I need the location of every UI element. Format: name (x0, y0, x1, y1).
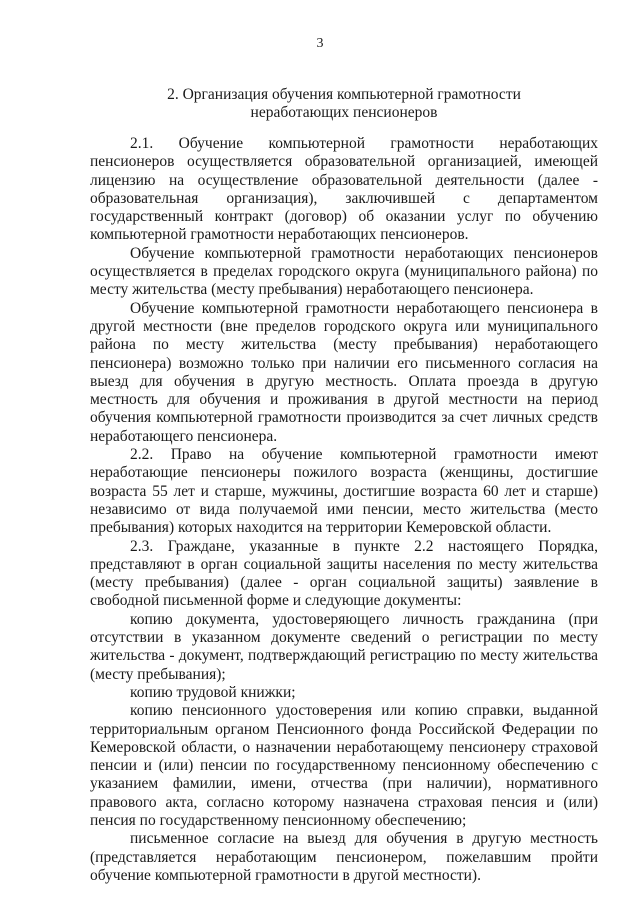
paragraph-other-location: Обучение компьютерной грамотности неработающего пенсионера в другой местности (вне пределов городского округа или муниципального района по месту жительства (месту пребывания) неработающего пенсионера) возможно только при наличии его письменного согласия на выезд для обучения в другую местность. Оплата проезда в другую местность для обучения и проживания в другой местности на период обучения компьютерной грамотности производится за счет личных средств неработающего пенсионера. (90, 299, 598, 445)
section-heading-line-2: неработающих пенсионеров (250, 104, 438, 121)
list-item-identity-document: копию документа, удостоверяющего личность гражданина (при отсутствии в указанном документе сведений о регистрации по месту жительства - документ, подтверждающий регистрацию по месту жительства (месту пребывания); (90, 610, 598, 683)
list-item-pension-certificate: копию пенсионного удостоверения или копию справки, выданной территориальным органом Пенсионного фонда Российской Федерации по Кемеровской области, о назначении неработающему пенсионеру страховой пенсии и (или) пенсии по государственному пенсионному обеспечению с указанием фамилии, имени, отчества (при наличии), нормативного правового акта, согласно которому назначена страховая пенсия и (или) пенсия по государственному пенсионному обеспечению; (90, 702, 598, 829)
section-heading (90, 86, 598, 122)
document-body (90, 135, 598, 885)
list-item-written-consent: письменное согласие на выезд для обучения в другую местность (представляется неработающим пенсионером, пожелавшим пройти обучение компьютерной грамотности в другой местности). (90, 830, 598, 884)
paragraph-2-1: 2.1. Обучение компьютерной грамотности неработающих пенсионеров осуществляется образовательной организацией, имеющей лицензию на осуществление образовательной деятельности (далее - образовательная организация), заключившей с департаментом государственный контракт (договор) об оказании услуг по обучению компьютерной грамотности неработающих пенсионеров. (90, 135, 598, 244)
section-heading-line-1: 2. Организация обучения компьютерной грамотности (167, 86, 521, 103)
paragraph-2-2: 2.2. Право на обучение компьютерной грамотности имеют неработающие пенсионеры пожилого возраста (женщины, достигшие возраста 55 лет и старше, мужчины, достигшие возраста 60 лет и старше) независимо от вида получаемой ими пенсии, место жительства (место пребывания) которых находится на территории Кемеровской области. (90, 446, 598, 537)
page-number: 3 (316, 36, 324, 51)
paragraph-2-3: 2.3. Граждане, указанные в пункте 2.2 настоящего Порядка, представляют в орган социальной защиты населения по месту жительства (месту пребывания) (далее - орган социальной защиты) заявление в свободной письменной форме и следующие документы: (90, 537, 598, 610)
paragraph-location: Обучение компьютерной грамотности неработающих пенсионеров осуществляется в пределах городского округа (муниципального района) по месту жительства (месту пребывания) неработающего пенсионера. (90, 244, 598, 299)
list-item-employment-book: копию трудовой книжки; (130, 683, 296, 701)
